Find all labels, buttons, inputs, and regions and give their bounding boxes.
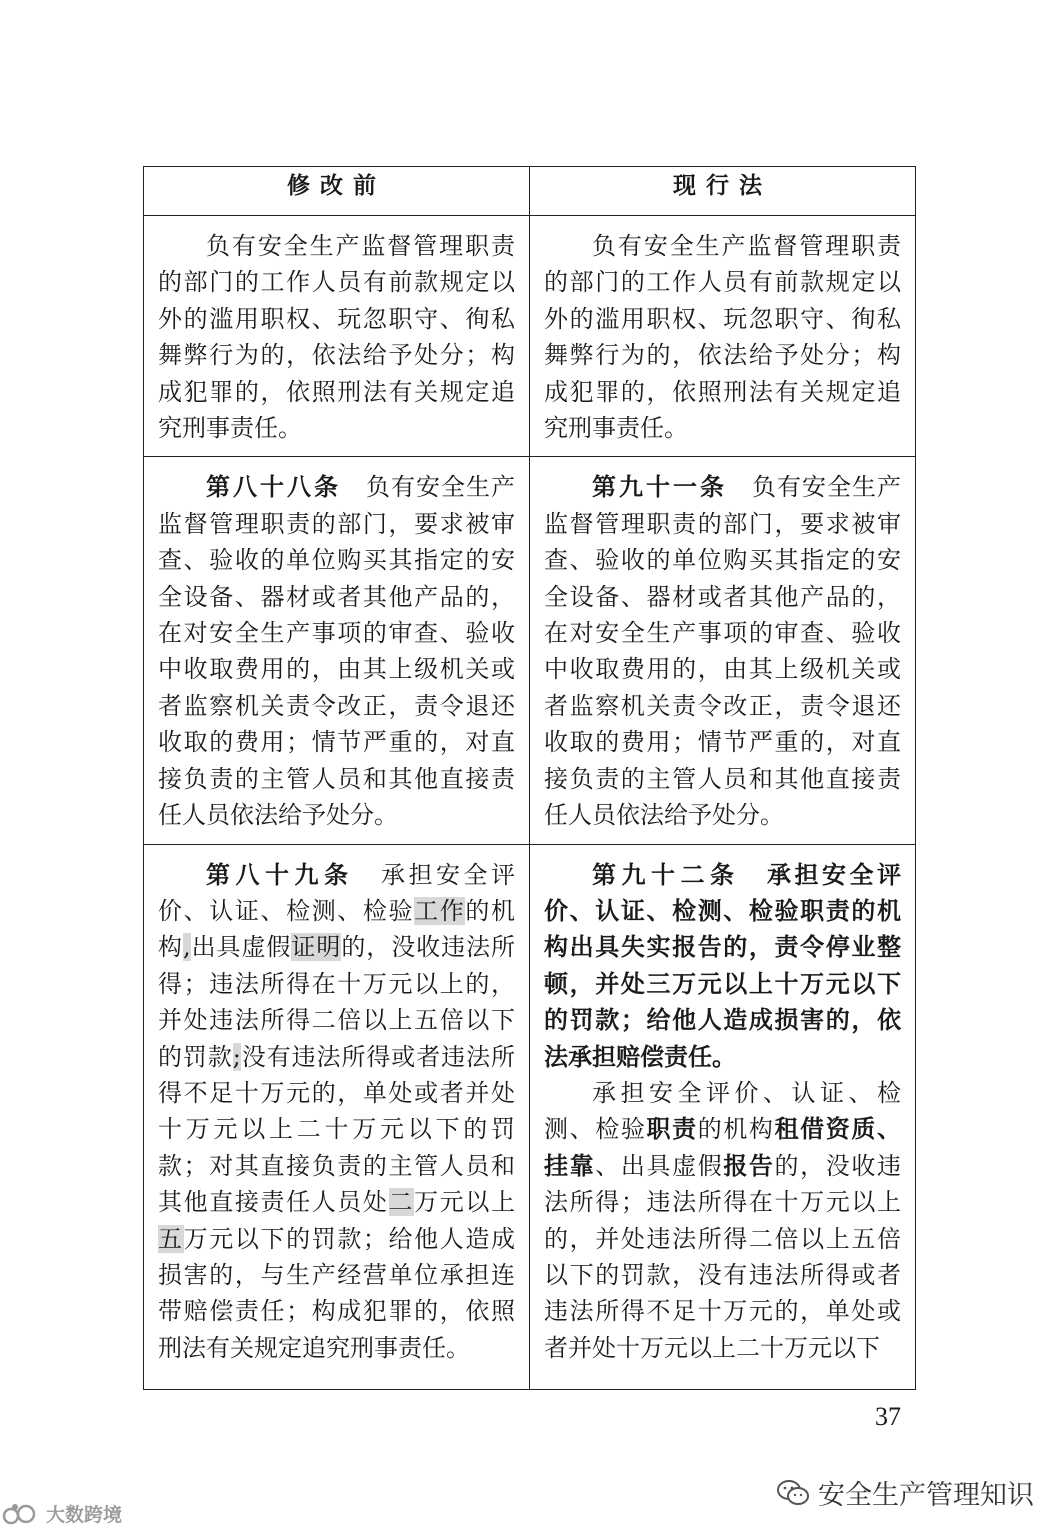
cell-current xyxy=(530,216,916,457)
text-run: 的机构 xyxy=(697,1115,775,1144)
article-number: 第八十九条 xyxy=(206,860,354,889)
paragraph xyxy=(544,1075,901,1366)
highlight: 工作 xyxy=(414,896,466,925)
header-current: 现行法 xyxy=(530,167,916,216)
text-run: 出具虚假 xyxy=(190,933,292,962)
text-run: 万元以下的罚款；给他人造成损害的，与生产经营单位承担连带赔偿责任；构成犯罪的，依照刑法有关规定追究刑事责任。 xyxy=(158,1224,516,1362)
watermark-left-text: 大数跨境 xyxy=(46,1504,123,1526)
paragraph xyxy=(544,469,901,833)
comparison-table xyxy=(143,166,916,1390)
article-text: 负有安全生产监督管理职责的部门，要求被审查、验收的单位购买其指定的安全设备、器材或者其他产品的，在对安全生产事项的审查、验收中收取费用的，由其上级机关或者监察机关责令改正，责令退还收取的费用；情节严重的，对直接负责的主管人员和其他直接责任人员依法给予处分。 xyxy=(158,473,515,830)
cell-before xyxy=(144,216,530,457)
emphasis: 租借资质、挂靠 xyxy=(544,1115,902,1180)
cell-current xyxy=(530,457,916,844)
watermark-right-text: 安全生产管理知识 xyxy=(818,1480,1034,1511)
text-run: 没有违法所得或者违法所得不足十万元的，单处或者并处十万元以上二十万元以下的罚款；对其直接负责的主管人员和其他直接责任人员处 xyxy=(158,1042,515,1217)
highlight: , xyxy=(182,933,191,962)
table-row xyxy=(144,457,916,844)
brand-logo-icon xyxy=(2,1502,42,1526)
text-run: 的，没收违法所得；违法所得在十万元以上的，并处违法所得二倍以上五倍以下的罚款 xyxy=(158,933,516,1071)
article-text: 承担安全评价、认证、检测、检验职责的机构出具失实报告的，责令停业整顿，并处三万元以上十万元以下的罚款；给他人造成损害的，依法承担赔偿责任。 xyxy=(544,860,901,1071)
paragraph xyxy=(158,857,515,1367)
text-run: 承担安全评价、认证、检测、检验 xyxy=(158,860,515,925)
header-before: 修改前 xyxy=(144,167,530,216)
cell-before xyxy=(144,844,530,1389)
text-run: 承担安全评价、认证、检测、检验 xyxy=(544,1078,901,1144)
wechat-icon xyxy=(776,1478,810,1508)
emphasis: 职责 xyxy=(646,1115,698,1144)
table-row xyxy=(144,844,916,1389)
table-header-row xyxy=(144,167,916,216)
article-number: 第九十一条 xyxy=(592,473,727,502)
table-row xyxy=(144,216,916,457)
text-run: 万元以上 xyxy=(414,1188,516,1217)
article-number: 第八十八条 xyxy=(206,473,341,502)
highlight: 证明 xyxy=(291,933,342,962)
cell-before xyxy=(144,457,530,844)
paragraph: 负有安全生产监督管理职责的部门的工作人员有前款规定以外的滥用职权、玩忽职守、徇私舞弊行为的，依法给予处分；构成犯罪的，依照刑法有关规定追究刑事责任。 xyxy=(544,232,901,443)
highlight: 二 xyxy=(388,1188,415,1217)
text-run: 的，没收违法所得；违法所得在十万元以上的，并处违法所得二倍以上五倍以下的罚款，没有违法所得或者违法所得不足十万元的，单处或者并处十万元以上二十万元以下 xyxy=(544,1151,902,1362)
page-number: 37 xyxy=(875,1402,901,1431)
watermark-left xyxy=(2,1500,122,1527)
article-text: 负有安全生产监督管理职责的部门，要求被审查、验收的单位购买其指定的安全设备、器材或者其他产品的，在对安全生产事项的审查、验收中收取费用的，由其上级机关或者监察机关责令改正，责令退还收取的费用；情节严重的，对直接负责的主管人员和其他直接责任人员依法给予处分。 xyxy=(544,473,901,830)
article-number: 第九十二条 xyxy=(592,860,740,889)
emphasis: 报告 xyxy=(723,1151,775,1180)
paragraph xyxy=(544,857,901,1075)
highlight: ; xyxy=(232,1042,241,1071)
watermark-right xyxy=(776,1473,1034,1512)
cell-current xyxy=(530,844,916,1389)
paragraph xyxy=(158,469,515,833)
highlight: 五 xyxy=(158,1224,184,1253)
paragraph: 负有安全生产监督管理职责的部门的工作人员有前款规定以外的滥用职权、玩忽职守、徇私舞弊行为的，依法给予处分；构成犯罪的，依照刑法有关规定追究刑事责任。 xyxy=(158,232,515,443)
text-run: 、出具虚假 xyxy=(595,1151,724,1180)
text-run: 的机构 xyxy=(158,896,516,962)
